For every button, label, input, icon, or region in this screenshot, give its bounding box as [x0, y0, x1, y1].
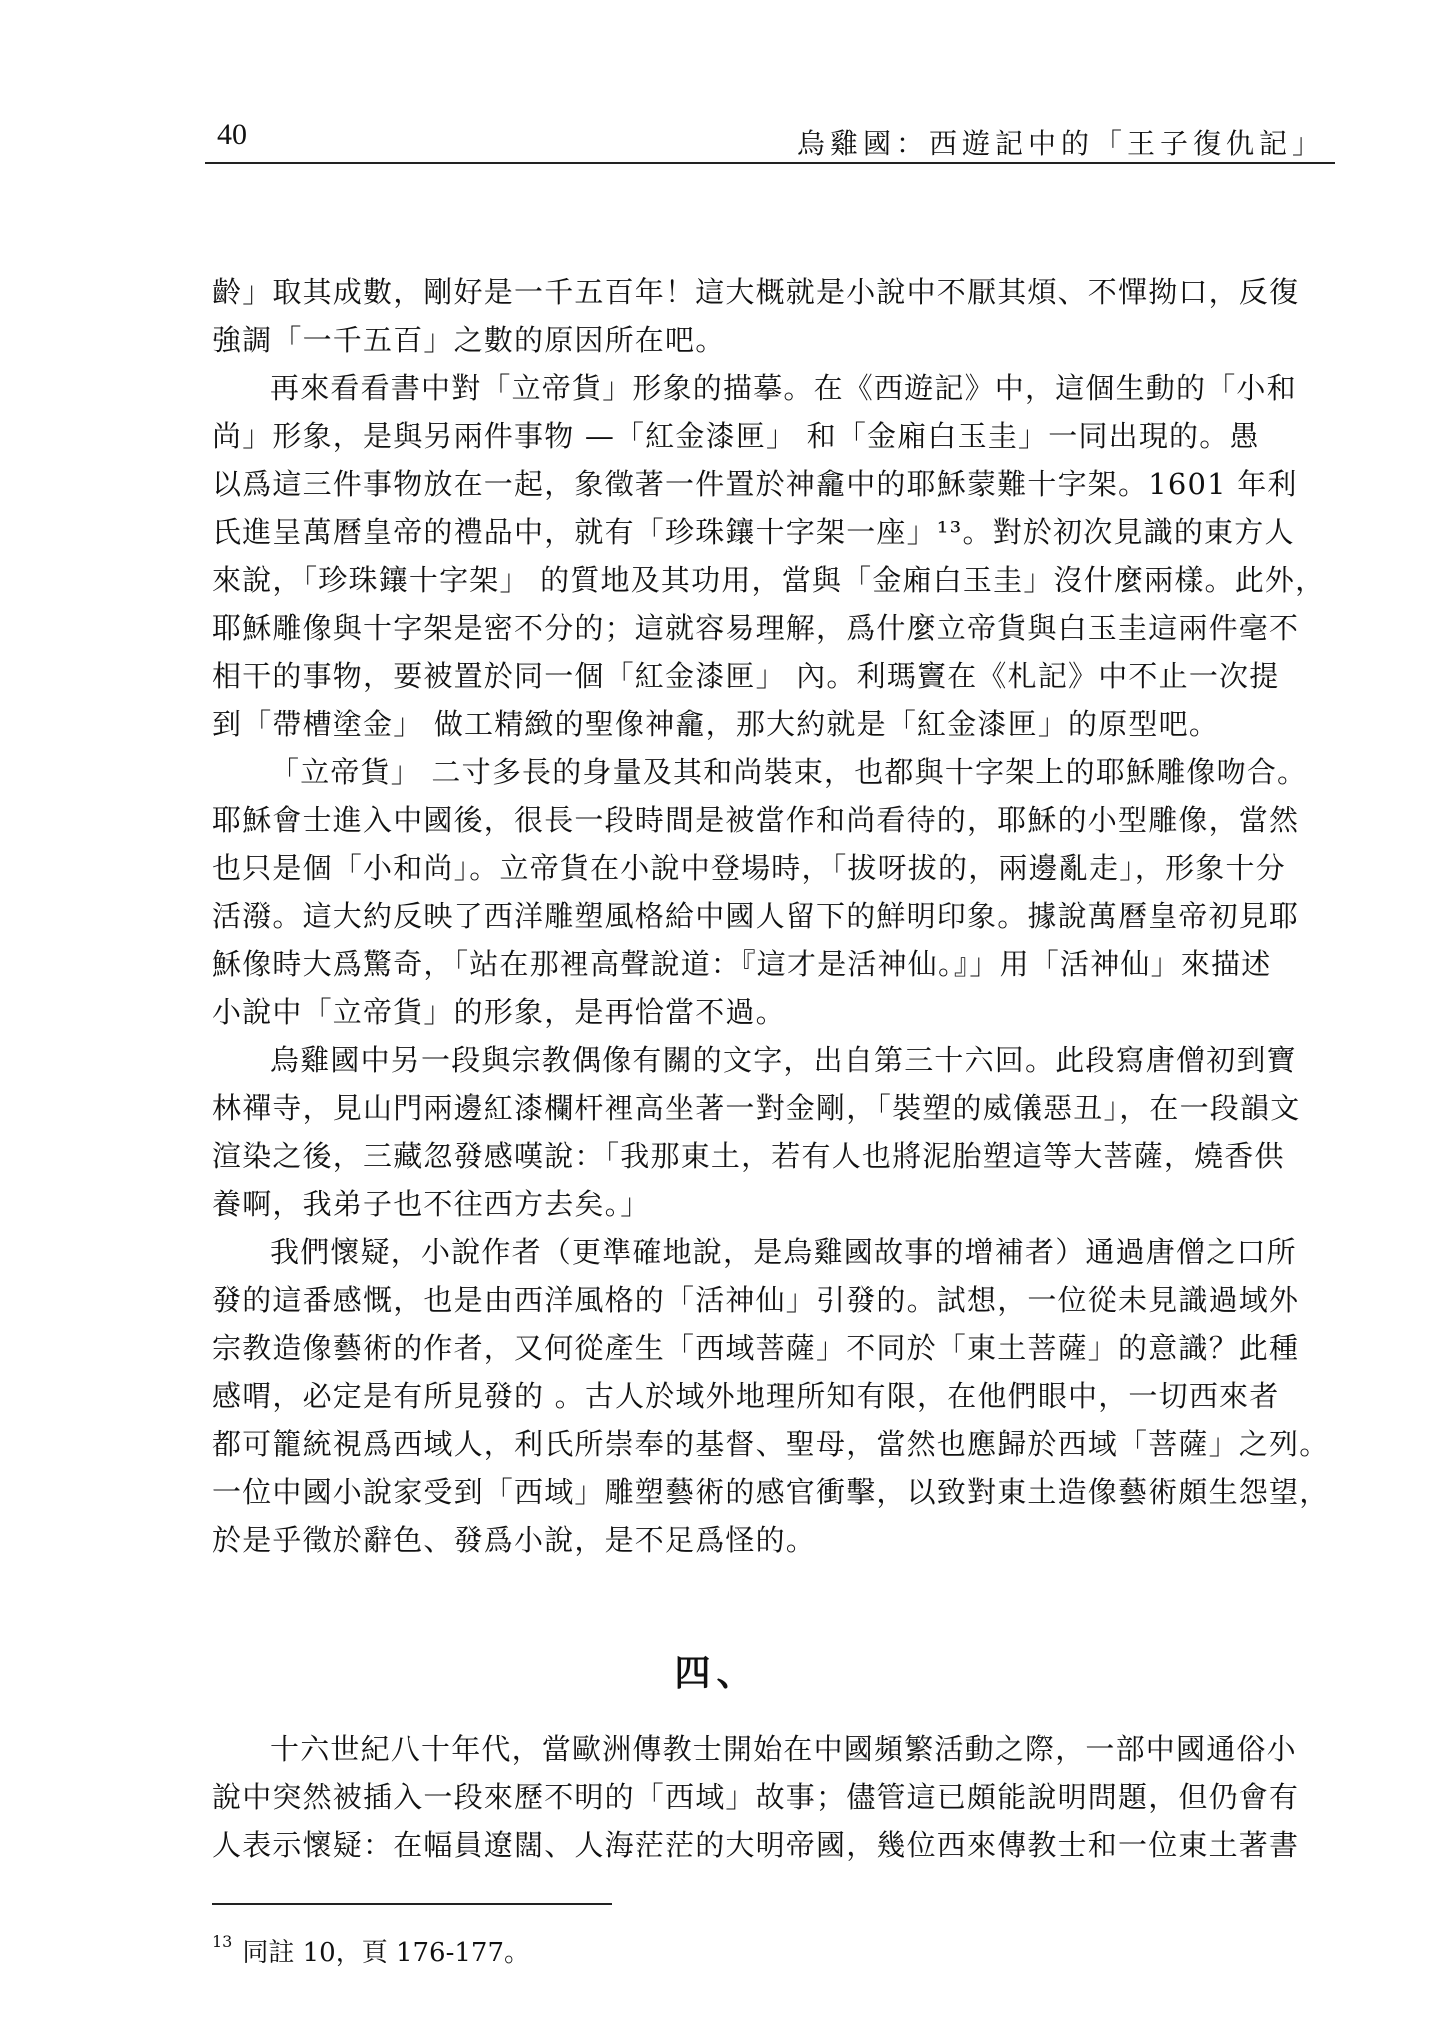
- body-text-bottom: [212, 1725, 1330, 1869]
- text-line: 氏進呈萬曆皇帝的禮品中，就有「珍珠鑲十字架一座」¹³。對於初次見識的東方人: [212, 515, 1295, 549]
- text-line: 耶穌雕像與十字架是密不分的；這就容易理解，爲什麼立帝貨與白玉圭這兩件毫不: [212, 611, 1300, 645]
- footnote-number: 13: [212, 1932, 233, 1951]
- text-line: 穌像時大爲驚奇，「站在那裡高聲說道：『這才是活神仙。』」用「活神仙」來描述: [212, 947, 1272, 981]
- text-line: 於是乎徵於辭色、發爲小說，是不足爲怪的。: [212, 1523, 817, 1557]
- text-line: 都可籠統視爲西域人，利氏所崇奉的基督、聖母，當然也應歸於西域「菩薩」之列。: [212, 1427, 1330, 1461]
- text-line: 烏雞國中另一段與宗教偶像有關的文字，出自第三十六回。此段寫唐僧初到寶: [270, 1043, 1297, 1077]
- text-line: 到「帶槽塗金」 做工精緻的聖像神龕，那大約就是「紅金漆匣」的原型吧。: [212, 707, 1220, 741]
- text-line: 一位中國小說家受到「西域」雕塑藝術的感官衝擊，以致對東土造像藝術頗生怨望，: [212, 1475, 1330, 1509]
- text-line: 小說中「立帝貨」的形象，是再恰當不過。: [212, 995, 786, 1029]
- text-line: 齡」取其成數，剛好是一千五百年！這大概就是小說中不厭其煩、不憚拗口，反復: [212, 275, 1300, 309]
- paragraph: [212, 364, 1330, 748]
- text-line: 宗教造像藝術的作者，又何從產生「西域菩薩」不同於「東土菩薩」的意識？此種: [212, 1331, 1300, 1365]
- footnote: [212, 1932, 530, 1969]
- text-line: 人表示懷疑：在幅員遼闊、人海茫茫的大明帝國，幾位西來傳教士和一位東土著書: [212, 1828, 1300, 1862]
- text-line: 以爲這三件事物放在一起，象徵著一件置於神龕中的耶穌蒙難十字架。1601 年利: [212, 467, 1298, 501]
- text-line: 也只是個「小和尚」。立帝貨在小說中登場時，「拔呀拔的，兩邊亂走」，形象十分: [212, 851, 1286, 885]
- text-line: 來說，「珍珠鑲十字架」 的質地及其功用，當與「金廂白玉圭」沒什麼兩樣。此外，: [212, 563, 1326, 597]
- paragraph: [212, 1725, 1330, 1869]
- text-line: 相干的事物，要被置於同一個「紅金漆匣」 內。利瑪竇在《札記》中不止一次提: [212, 659, 1280, 693]
- text-line: 我們懷疑，小說作者（更準確地說，是烏雞國故事的增補者）通過唐僧之口所: [270, 1235, 1297, 1269]
- text-line: 渲染之後，三藏忽發感嘆說：「我那東土，若有人也將泥胎塑這等大菩薩，燒香供: [212, 1139, 1285, 1173]
- text-line: 活潑。這大約反映了西洋雕塑風格給中國人留下的鮮明印象。據說萬曆皇帝初見耶: [212, 899, 1300, 933]
- text-line: 發的這番感慨，也是由西洋風格的「活神仙」引發的。試想，一位從未見識過域外: [212, 1283, 1300, 1317]
- section-heading: 四、: [674, 1652, 759, 1694]
- text-line: 感喟，必定是有所見發的 。古人於域外地理所知有限，在他們眼中，一切西來者: [212, 1379, 1280, 1413]
- text-line: 耶穌會士進入中國後，很長一段時間是被當作和尚看待的，耶穌的小型雕像，當然: [212, 803, 1300, 837]
- text-line: 「立帝貨」 二寸多長的身量及其和尚裝束，也都與十字架上的耶穌雕像吻合。: [270, 755, 1308, 789]
- footnote-rule: [212, 1903, 612, 1905]
- text-line: 說中突然被插入一段來歷不明的「西域」故事；儘管這已頗能說明問題，但仍會有: [212, 1780, 1300, 1814]
- paragraph: [212, 268, 1330, 364]
- paragraph: [212, 1228, 1330, 1564]
- paragraph: [212, 748, 1330, 1036]
- text-line: 再來看看書中對「立帝貨」形象的描摹。在《西遊記》中，這個生動的「小和: [270, 371, 1297, 405]
- paragraph: [212, 1036, 1330, 1228]
- page-number: 40: [217, 118, 247, 151]
- text-line: 十六世紀八十年代，當歐洲傳教士開始在中國頻繁活動之際，一部中國通俗小: [270, 1732, 1297, 1766]
- text-line: 林禪寺，見山門兩邊紅漆欄杆裡高坐著一對金剛，「裝塑的威儀惡丑」，在一段韻文: [212, 1091, 1301, 1125]
- running-title: 烏雞國：西遊記中的「王子復仇記」: [796, 127, 1325, 160]
- page-header: [205, 118, 1335, 168]
- footnote-text: 同註 10，頁 176-177。: [242, 1938, 531, 1968]
- header-rule: [205, 162, 1335, 164]
- text-line: 強調「一千五百」之數的原因所在吧。: [212, 323, 726, 357]
- text-line: 尚」形象，是與另兩件事物 —「紅金漆匣」 和「金廂白玉圭」一同出現的。愚: [212, 419, 1260, 453]
- text-line: 養啊，我弟子也不往西方去矣。」: [212, 1187, 651, 1221]
- body-text-top: [212, 268, 1330, 1564]
